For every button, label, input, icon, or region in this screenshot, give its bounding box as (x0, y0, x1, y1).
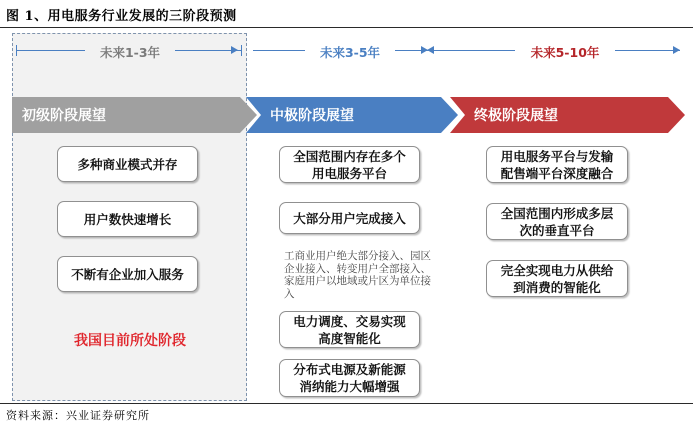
current-stage-label: 我国目前所处阶段 (74, 333, 186, 349)
period-3-label: 未来5-10年 (515, 43, 615, 61)
stage-3-item-2: 全国范围内形成多层 次的垂直平台 (486, 203, 628, 240)
title-rule (0, 27, 693, 28)
stage-1-title: 初级阶段展望 (22, 108, 106, 124)
stage-2-item-4: 分布式电源及新能源 消纳能力大幅增强 (279, 359, 420, 397)
figure-title: 图 1、用电服务行业发展的三阶段预测 (6, 9, 237, 24)
stage-3-arrow (450, 97, 685, 133)
stage-1-arrow (12, 97, 257, 133)
stage-2-item-2: 大部分用户完成接入 (279, 202, 420, 234)
stage-2-item-3: 电力调度、交易实现 高度智能化 (279, 311, 420, 348)
stage-2-note: 工商业用户绝大部分接入、园区企业接入、转变用户全部接入、家庭用户以地域或片区为单位接入 (284, 250, 431, 300)
stage-2-arrow (246, 97, 458, 133)
source-note: 资料来源：兴业证券研究所 (6, 409, 150, 422)
period-1-label: 未来1-3年 (85, 43, 175, 61)
stage-2-item-1: 全国范围内存在多个 用电服务平台 (279, 146, 420, 183)
source-rule (0, 403, 693, 404)
stage-1-item-2: 用户数快速增长 (57, 201, 198, 237)
stage-3-title: 终极阶段展望 (474, 108, 558, 124)
period-2-label: 未来3-5年 (305, 43, 395, 61)
stage-1-item-1: 多种商业模式并存 (57, 146, 198, 182)
stage-3-item-1: 用电服务平台与发输 配售端平台深度融合 (486, 146, 628, 183)
stage-2-title: 中极阶段展望 (270, 108, 354, 124)
stage-3-item-3: 完全实现电力从供给 到消费的智能化 (486, 260, 628, 297)
stage-1-item-3: 不断有企业加入服务 (57, 256, 198, 292)
